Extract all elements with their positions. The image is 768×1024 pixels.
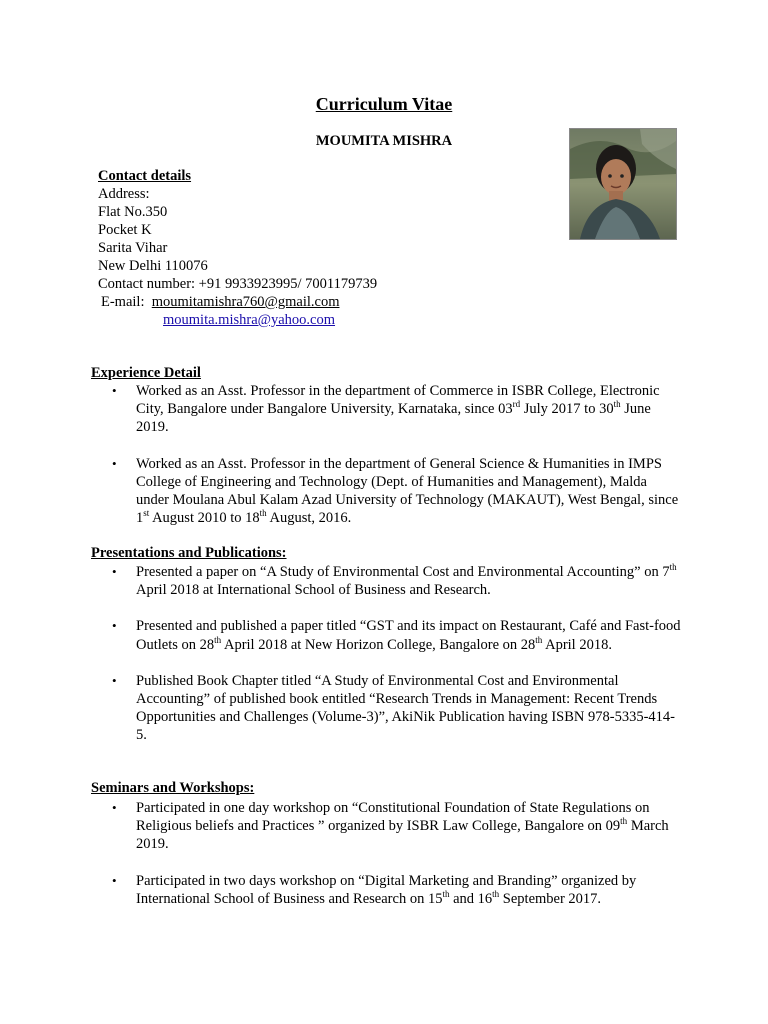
contact-heading: Contact details — [98, 168, 192, 184]
list-item: • Presented and published a paper titled “GST and its impact on Restaurant, Café and Fast-food Outlets on 28th April 2018 at New Horizon College, Bangalore on 28th April 2018. — [112, 618, 681, 653]
document-title: Curriculum Vitae — [315, 94, 453, 114]
list-item: • Worked as an Asst. Professor in the department of General Science & Humanities in IMPS College of Engineering and Technology (Dept. of Humanities and Management), Malda under Moulana Abul Kalam Azad University of Technology (MAKAUT), West Bengal, since 1st August 2010 to 18th August, 2016. — [112, 455, 679, 527]
experience-heading: Experience Detail — [91, 365, 201, 381]
profile-photo — [569, 128, 677, 240]
email-link-gmail[interactable]: moumitamishra760@gmail.com — [151, 294, 340, 310]
address-label: Address: — [98, 186, 150, 202]
presentations-list — [112, 563, 682, 763]
address-line: Flat No.350 — [98, 204, 168, 220]
address-line: Pocket K — [98, 222, 152, 238]
list-item: • Worked as an Asst. Professor in the department of Commerce in ISBR College, Electronic City, Bangalore under Bangalore University, Karnataka, since 03rd July 2017 to 30th June 2019. — [112, 383, 660, 436]
bullet-icon: • — [112, 872, 117, 888]
list-item: • Participated in one day workshop on “Constitutional Foundation of State Regulations on Religious beliefs and Practices ” organized by ISBR Law College, Bangalore on 09th March 2019. — [112, 800, 669, 853]
seminars-heading: Seminars and Workshops: — [91, 780, 255, 796]
bullet-icon: • — [112, 383, 117, 398]
seminars-list — [112, 799, 682, 926]
experience-list — [112, 382, 682, 545]
bullet-icon: • — [112, 800, 117, 815]
email-link-yahoo[interactable]: moumita.mishra@yahoo.com — [163, 312, 336, 328]
phone-line: Contact number: +91 9933923995/ 7001179739 — [98, 276, 378, 292]
bullet-icon: • — [112, 564, 117, 579]
address-line: New Delhi 110076 — [98, 258, 208, 274]
email-row — [101, 293, 339, 311]
list-item: • Published Book Chapter titled “A Study of Environmental Cost and Environmental Accounting” of published book entitled “Research Trends in Management: Recent Trends Opportunities and Challenges (Volume-3)”, AkiNik Publication having ISBN 978-5335-414-5. — [112, 672, 675, 744]
presentations-heading: Presentations and Publications: — [91, 545, 287, 561]
list-item: • Presented a paper on “A Study of Environmental Cost and Environmental Accounting” on 7th April 2018 at International School of Business and Research. — [112, 562, 677, 599]
bullet-icon: • — [112, 618, 117, 634]
email-label: E-mail: — [101, 294, 145, 310]
bullet-icon: • — [112, 672, 117, 688]
bullet-icon: • — [112, 455, 117, 471]
profile-photo-image — [570, 129, 676, 239]
address-line: Sarita Vihar — [98, 240, 168, 256]
candidate-name: MOUMITA MISHRA — [315, 133, 453, 149]
list-item: • Participated in two days workshop on “Digital Marketing and Branding” organized by International School of Business and Research on 15th and 16th September 2017. — [112, 872, 637, 907]
